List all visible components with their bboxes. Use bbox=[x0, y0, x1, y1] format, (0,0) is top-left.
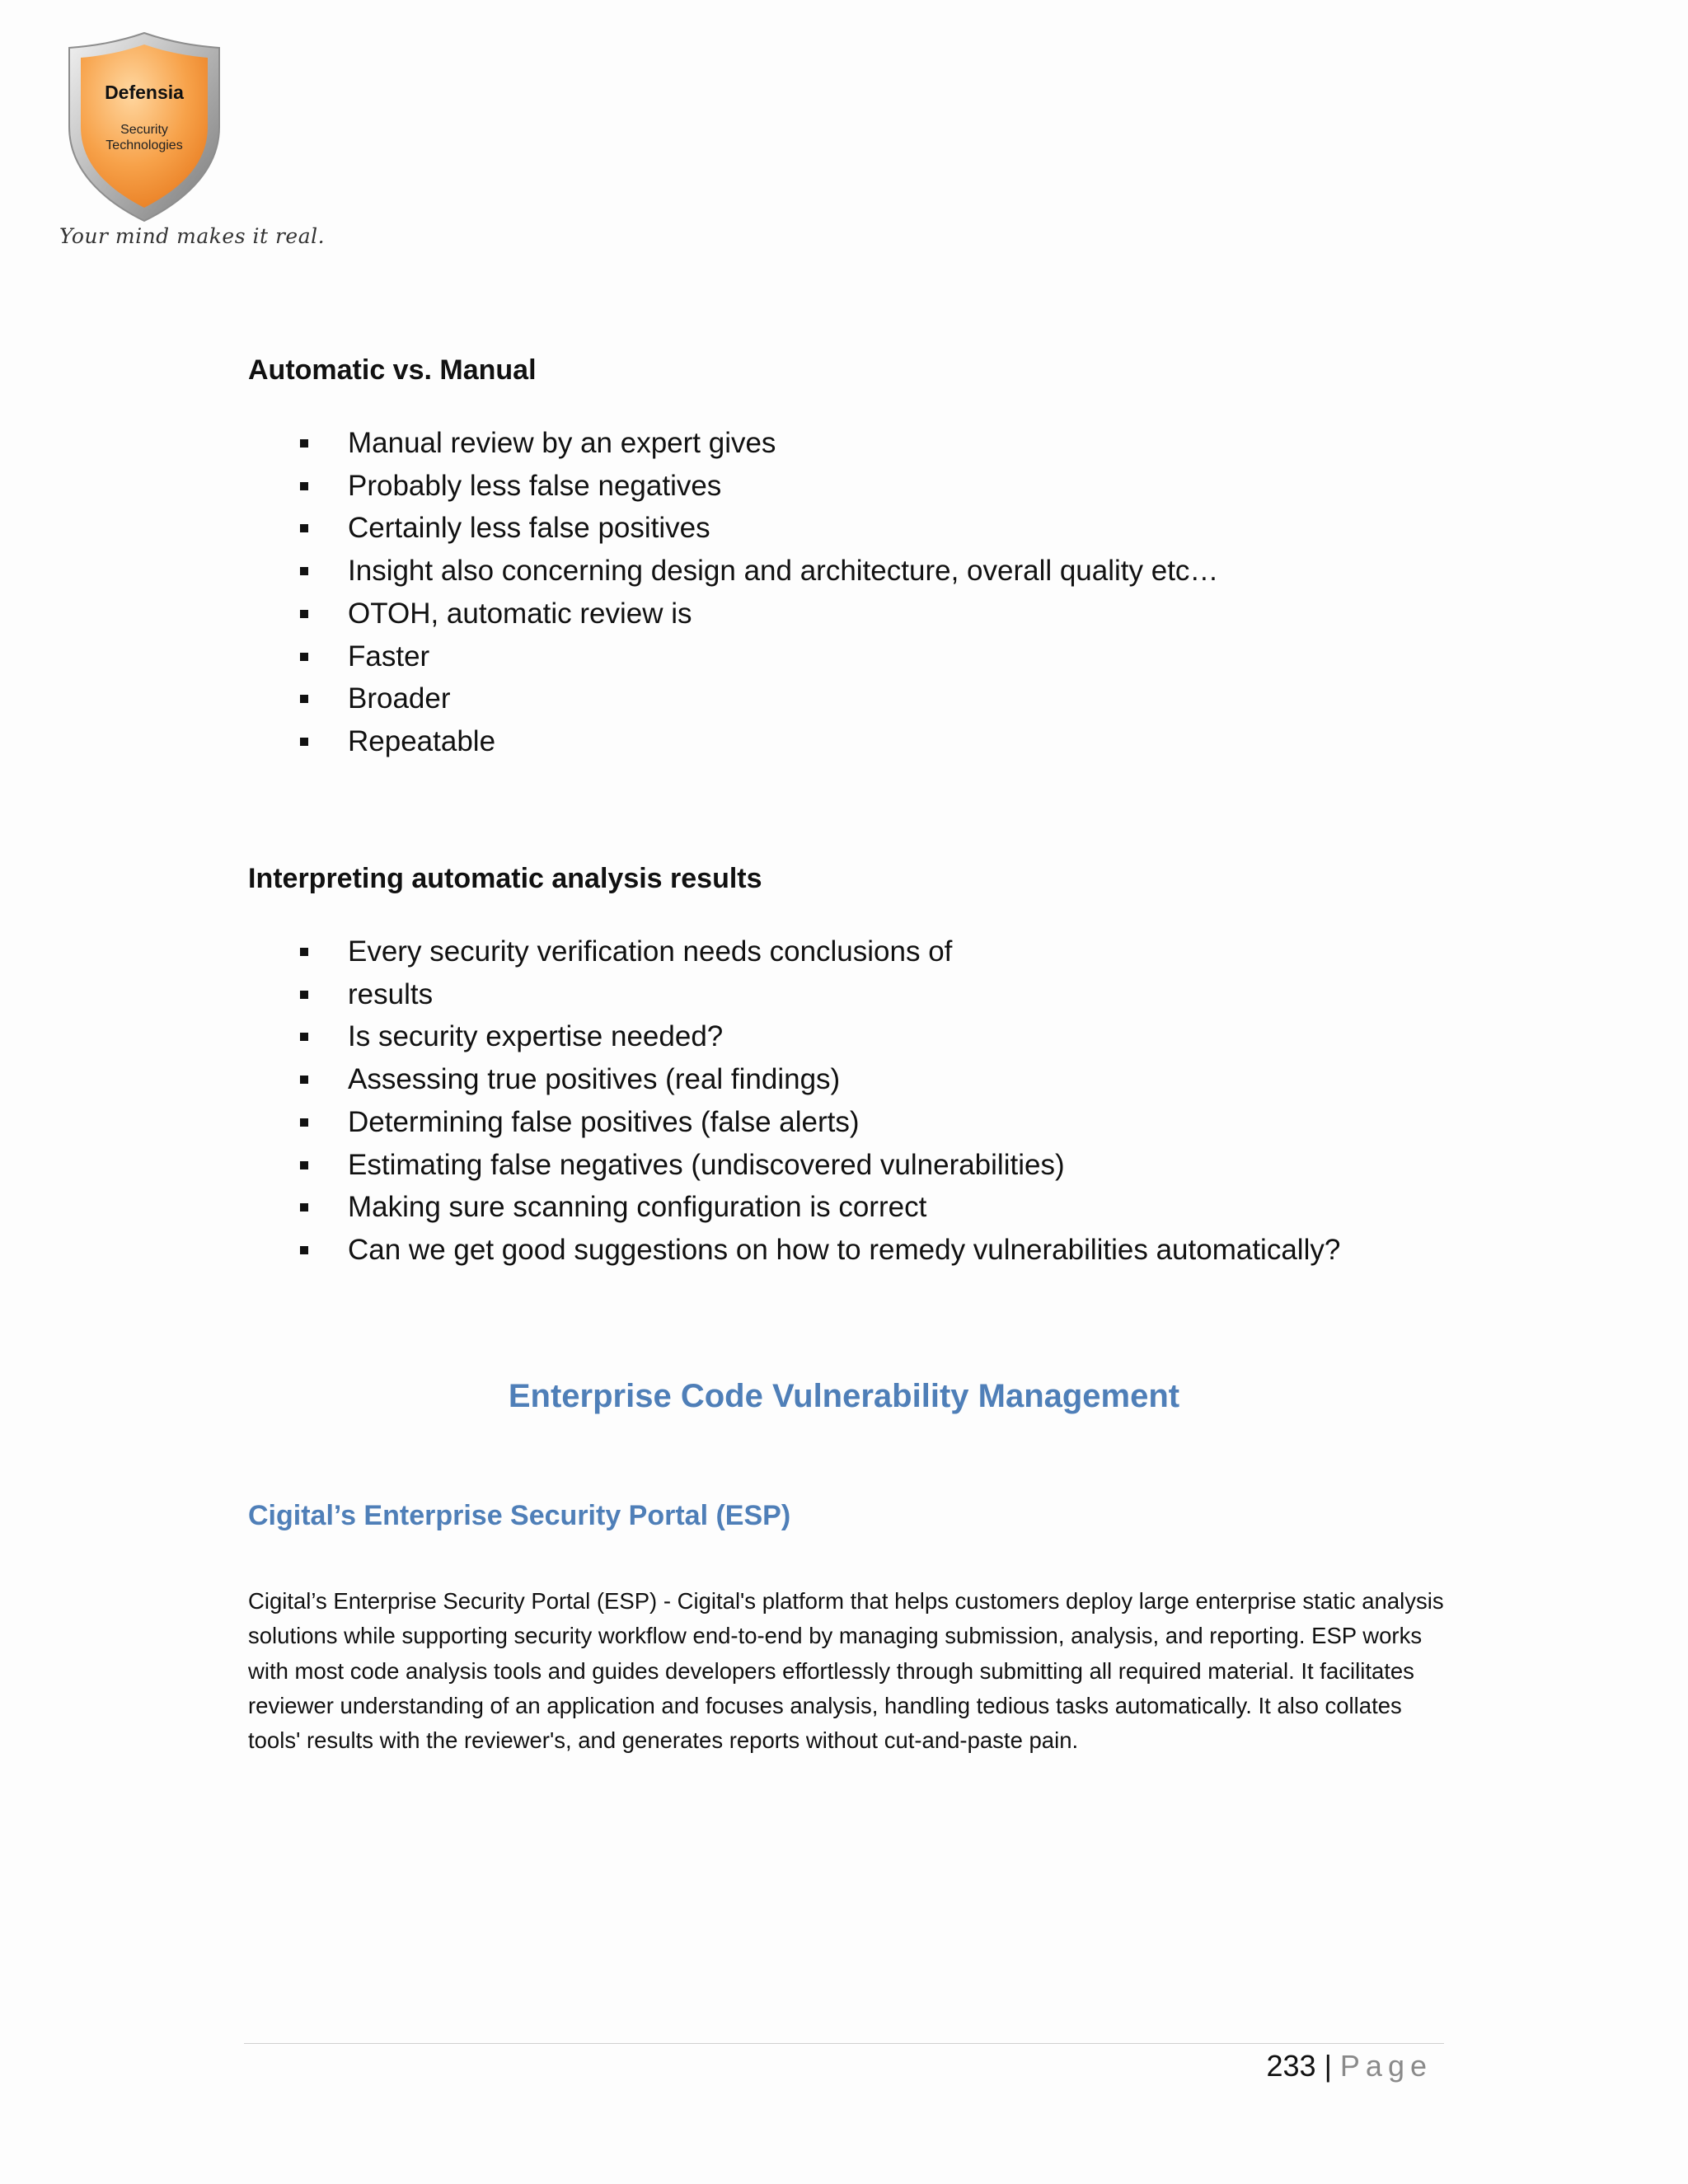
page-footer bbox=[1266, 2049, 1432, 2083]
list-item: Certainly less false positives bbox=[297, 507, 1218, 550]
logo-subtitle-2: Technologies bbox=[106, 138, 183, 152]
section-heading-interpreting-results: Interpreting automatic analysis results bbox=[248, 863, 762, 894]
list-item: Determining false positives (false alerts) bbox=[297, 1101, 1340, 1144]
bullet-list-interpreting-results bbox=[297, 930, 1340, 1272]
chapter-heading: Enterprise Code Vulnerability Management bbox=[508, 1378, 1180, 1414]
list-item: Making sure scanning configuration is correct bbox=[297, 1186, 1340, 1229]
logo-tagline: Your mind makes it real. bbox=[59, 224, 326, 248]
list-item: results bbox=[297, 973, 1340, 1016]
list-item: Is security expertise needed? bbox=[297, 1015, 1340, 1058]
bullet-list-automatic-vs-manual bbox=[297, 422, 1218, 763]
esp-description-paragraph: Cigital’s Enterprise Security Portal (ESP) - Cigital's platform that helps customers deploy large enterprise static analysis solutions while supporting security workflow end-to-end by managing submission, analysis, and reporting. ESP works with most code analysis tools and guides developers effortlessly through submitting all required material. It facilitates reviewer understanding of an application and focuses analysis, handling tedious tasks automatically. It also collates tools' results with the reviewer's, and generates reports without cut-and-paste pain. bbox=[248, 1588, 1444, 1754]
list-item: Manual review by an expert gives bbox=[297, 422, 1218, 465]
list-item: OTOH, automatic review is bbox=[297, 593, 1218, 635]
list-item: Broader bbox=[297, 677, 1218, 720]
list-item: Can we get good suggestions on how to remedy vulnerabilities automatically? bbox=[297, 1229, 1340, 1272]
list-item: Estimating false negatives (undiscovered vulnerabilities) bbox=[297, 1144, 1340, 1187]
footer-divider bbox=[244, 2043, 1444, 2044]
list-item: Probably less false negatives bbox=[297, 465, 1218, 508]
footer-separator: | bbox=[1324, 2049, 1332, 2083]
page-number: 233 bbox=[1266, 2049, 1316, 2083]
list-item: Insight also concerning design and architecture, overall quality etc… bbox=[297, 550, 1218, 593]
list-item: Every security verification needs conclusions of bbox=[297, 930, 1340, 973]
sub-heading-esp: Cigital’s Enterprise Security Portal (ESP) bbox=[248, 1500, 791, 1531]
logo-brand: Defensia bbox=[105, 82, 184, 103]
list-item: Repeatable bbox=[297, 720, 1218, 763]
list-item: Faster bbox=[297, 635, 1218, 678]
page-label: Page bbox=[1339, 2049, 1432, 2083]
section-heading-automatic-vs-manual: Automatic vs. Manual bbox=[248, 354, 537, 386]
list-item: Assessing true positives (real findings) bbox=[297, 1058, 1340, 1101]
logo-subtitle-1: Security bbox=[120, 123, 168, 137]
